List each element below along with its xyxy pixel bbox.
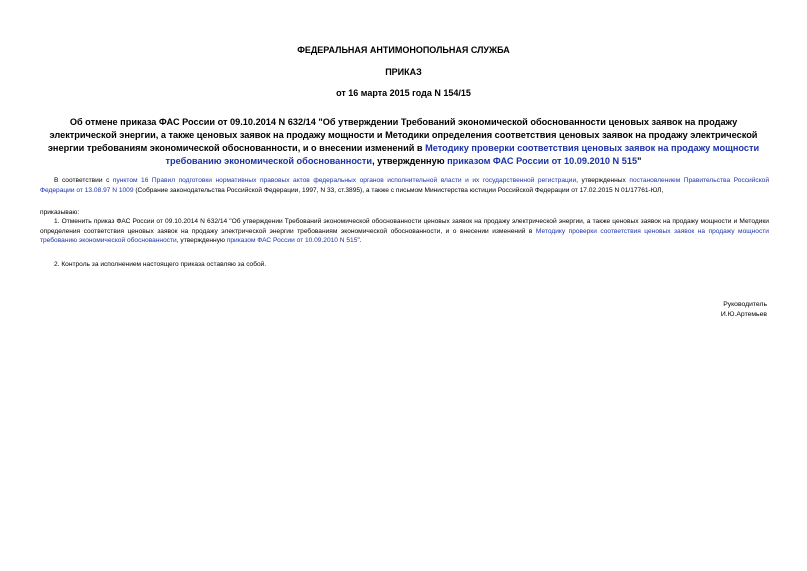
agency-heading: ФЕДЕРАЛЬНАЯ АНТИМОНОПОЛЬНАЯ СЛУЖБА [297,45,510,55]
signature-block [721,300,767,320]
title-text-2: , утвержденную [372,156,448,166]
signature-role: Руководитель [723,301,767,308]
document-title [40,116,767,168]
signature-name: И.Ю.Артемьев [720,311,767,318]
paragraph-item-2: 2. Контроль за исполнением настоящего приказа оставляю за собой. [54,261,267,268]
doc-type-heading: ПРИКАЗ [385,67,422,77]
paragraph-item-1 [40,217,769,246]
para2-text-1: 1. Отменить приказ ФАС России от 09.10.2014 N 632/14 "Об утверждении Требований экономической обоснованности ценовых заявок на продажу электрической энергии, а также ценовых заявок на продажу мощности и Методики определения соответствия ценовых заявок на продажу электрической энергии требованиям экономической обоснованности, и о внесении изменений в [40,218,769,235]
para1-text-3: (Собрание законодательства Российской Федерации, 1997, N 33, ст.3895), а также с письмом Министерства юстиции Российской Федерации от 17.02.2015 N 01/17761-ЮЛ, [133,186,664,194]
title-text-3: " [637,156,642,166]
title-link-methodology[interactable]: Методику проверки соответствия ценовых заявок на продажу мощности требованию экономической обоснованности [165,143,760,166]
para1-link-rules[interactable]: пунктом 16 Правил подготовки нормативных правовых актов федеральных органов исполнительной власти и их государственной регистрации [112,177,577,184]
para2-text-2: , утвержденную [176,237,227,245]
date-number-heading: от 16 марта 2015 года N 154/15 [336,88,471,98]
para2-link-order-515[interactable]: приказом ФАС России от 10.09.2010 N 515 [226,237,358,245]
para2-link-methodology[interactable]: Методику проверки соответствия ценовых заявок на продажу мощности требованию экономической обоснованности [40,227,769,245]
title-text-1: Об отмене приказа ФАС России от 09.10.2014 N 632/14 "Об утверждении Требований экономической обоснованности ценовых заявок на продажу электрической энергии, а также ценовых заявок на продажу мощности и Методики определения соответствия ценовых заявок на продажу электрической энергии требованиям экономической обоснованности, и о внесении изменений в [47,117,758,153]
para1-text-2: , утвержденных [576,177,630,184]
para2-text-3: ". [357,237,362,245]
paragraph-prikazyvayu: приказываю: [40,209,80,216]
paragraph-basis [40,176,769,195]
para1-link-resolution[interactable]: постановлением Правительства Российской Федерации от 13.08.97 N 1009 [40,177,770,194]
para1-text-1: В соответствии с [54,177,113,184]
title-link-order-515[interactable]: приказом ФАС России от 10.09.2010 N 515 [447,156,638,166]
